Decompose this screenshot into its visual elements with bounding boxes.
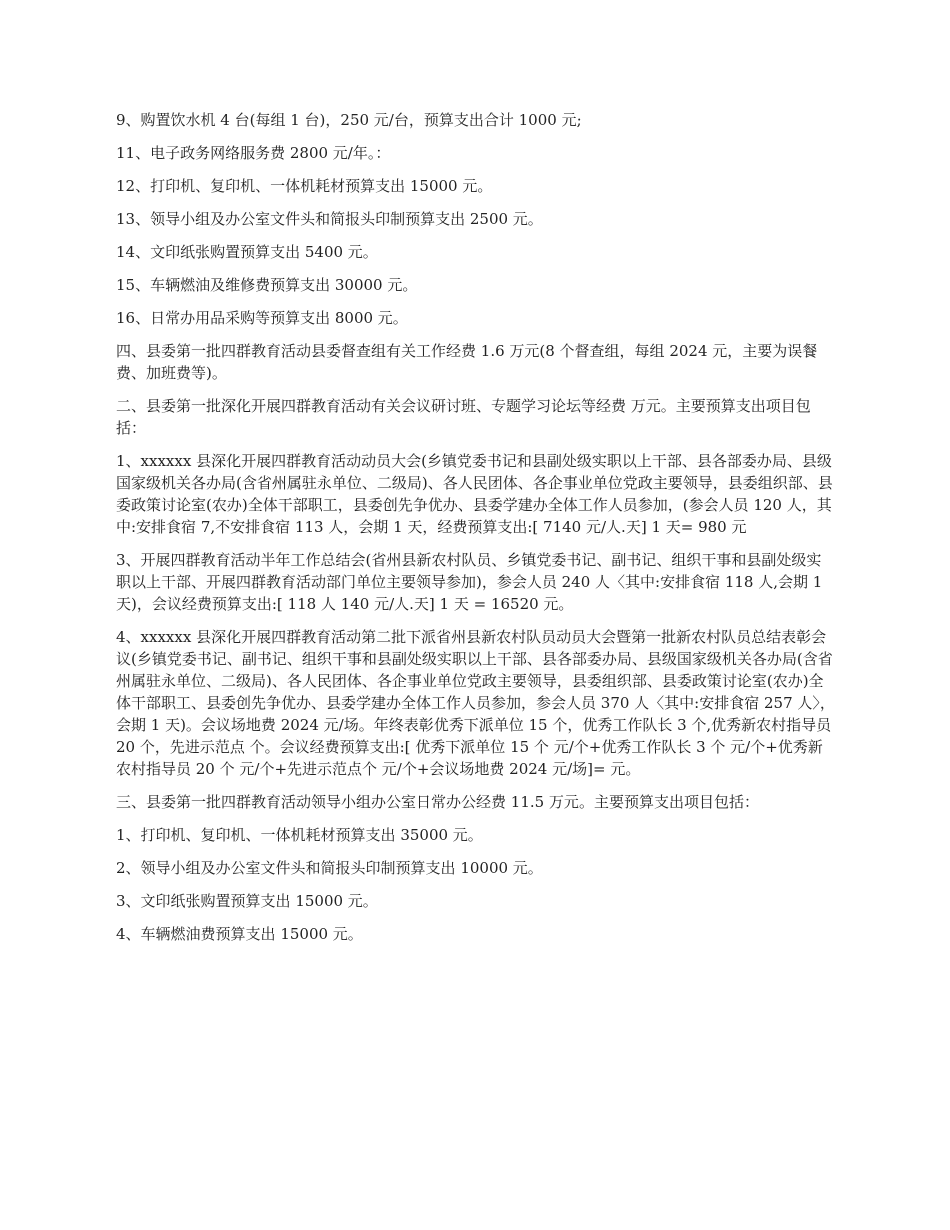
paragraph-letterhead-printing: 13、领导小组及办公室文件头和简报头印制预算支出 2500 元。 <box>116 210 543 228</box>
paragraph-paper-purchase: 14、文印纸张购置预算支出 5400 元。 <box>116 243 378 261</box>
paragraph-daily-supplies: 16、日常办用品采购等预算支出 8000 元。 <box>116 309 408 327</box>
paragraph-office-vehicle-fuel: 4、车辆燃油费预算支出 15000 元。 <box>116 925 363 943</box>
paragraph-half-year-summary: 3、开展四群教育活动半年工作总结会(省州县新农村队员、乡镇党委书记、副书记、组织干事和县副处级实职以上干部、开展四群教育活动部门单位主要领导参加)，参会人员 240 人〈其中:安排食宿 118 人,会期 1 天)，会议经费预算支出:[ 118 人 140 元/人.天] 1 天 = 16520 元。 <box>116 551 823 613</box>
paragraph-printer-consumables: 12、打印机、复印机、一体机耗材预算支出 15000 元。 <box>116 177 493 195</box>
paragraph-office-letterhead-printing: 2、领导小组及办公室文件头和简报头印制预算支出 10000 元。 <box>116 859 543 877</box>
paragraph-e-government-fee: 11、电子政务网络服务费 2800 元/年。： <box>116 144 391 162</box>
paragraph-commendation-meeting: 4、xxxxxx 县深化开展四群教育活动第二批下派省州县新农村队员动员大会暨第一批新农村队员总结表彰会议(乡镇党委书记、副书记、组织干事和县副处级实职以上干部、县各部委办局、县级国家级机关各办局(含省州属驻永单位、二级局)、各人民团体、各企事业单位党政主要领导，县委组织部、县委政策讨论室(农办)全体干部职工、县委创先争优办、县委学建办全体工作人员参加，参会人员 370 人〈其中:安排食宿 257 人〉，会期 1 天)。会议场地费 2024 元/场。年终表彰优秀下派单位 15 个，优秀工作队长 3 个,优秀新农村指导员 20 个，先进示范点 个。会议经费预算支出:[ 优秀下派单位 15 个 元/个+优秀工作队长 3 个 元/个+优秀新农村指导员 20 个 元/个+先进示范点个 元/个+会议场地费 2024 元/场]= 元。 <box>116 628 835 778</box>
paragraph-section-two-meetings: 二、县委第一批深化开展四群教育活动有关会议研讨班、专题学习论坛等经费 万元。主要预算支出项目包括： <box>116 397 811 437</box>
document-body <box>116 109 836 956</box>
paragraph-section-four-inspection: 四、县委第一批四群教育活动县委督查组有关工作经费 1.6 万元(8 个督查组，每组 2024 元，主要为误餐费、加班费等)。 <box>116 342 818 382</box>
paragraph-vehicle-fuel-repair: 15、车辆燃油及维修费预算支出 30000 元。 <box>116 276 418 294</box>
paragraph-office-paper-purchase: 3、文印纸张购置预算支出 15000 元。 <box>116 892 378 910</box>
paragraph-water-dispenser: 9、购置饮水机 4 台(每组 1 台)，250 元/台，预算支出合计 1000 元; <box>116 111 582 129</box>
paragraph-office-printer-consumables: 1、打印机、复印机、一体机耗材预算支出 35000 元。 <box>116 826 483 844</box>
paragraph-section-three-office: 三、县委第一批四群教育活动领导小组办公室日常办公经费 11.5 万元。主要预算支出项目包括： <box>116 793 759 811</box>
paragraph-mobilization-meeting: 1、xxxxxx 县深化开展四群教育活动动员大会(乡镇党委书记和县副处级实职以上干部、县各部委办局、县级国家级机关各办局(含省州属驻永单位、二级局)、各人民团体、各企事业单位党政主要领导，县委组织部、县委政策讨论室(农办)全体干部职工，县委创先争优办、县委学建办全体工作人员参加，(参会人员 120 人，其中:安排食宿 7,不安排食宿 113 人，会期 1 天，经费预算支出:[ 7140 元/人.天] 1 天= 980 元 <box>116 452 833 536</box>
